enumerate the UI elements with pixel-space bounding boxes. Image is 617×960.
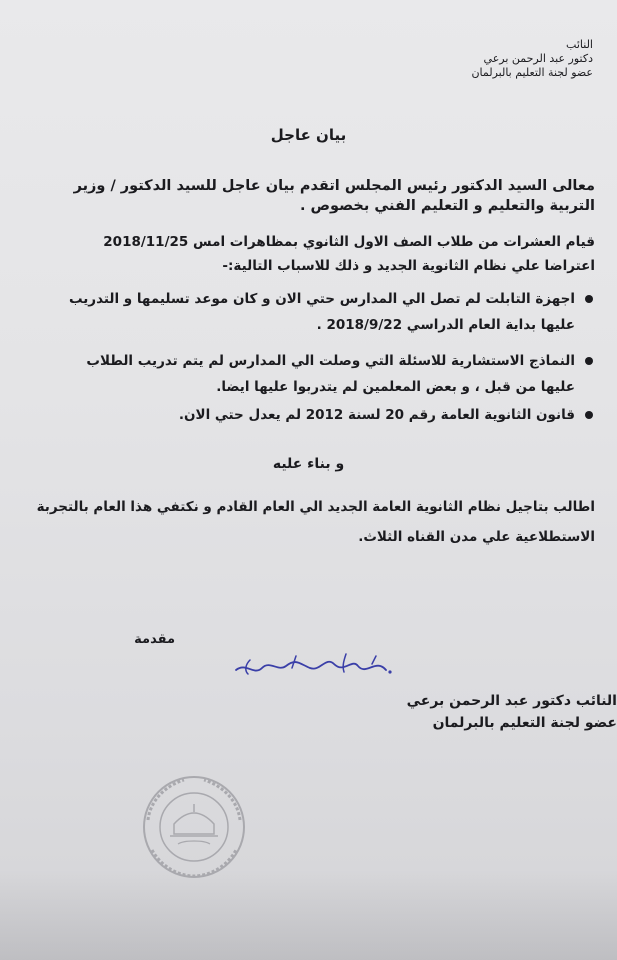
submitted-by-label: مقدمة [134, 632, 175, 647]
document-title: بيان عاجل [270, 126, 347, 144]
paragraph-line: قيام العشرات من طلاب الصف الاول الثانوي بمظاهرات امس 2018/11/25 [103, 234, 595, 250]
signature-name: النائب دكتور عبد الرحمن برعي [406, 693, 617, 709]
conclusion-heading: و بناء عليه [272, 456, 345, 472]
signature-committee: عضو لجنة التعليم بالبرلمان [432, 715, 617, 731]
list-item-line: النماذج الاستشارية للاسئلة التي وصلت الي المدارس لم يتم تدريب الطلاب [86, 353, 575, 369]
context-paragraph [21, 230, 595, 278]
header-title: النائب [566, 38, 593, 51]
header-block [471, 38, 593, 80]
opening-paragraph [21, 176, 595, 216]
page-shadow [0, 870, 617, 960]
handwritten-signature [226, 650, 396, 680]
paragraph-line: اعتراضا علي نظام الثانوية الجديد و ذلك للاسباب التالية:- [222, 258, 595, 274]
list-item-line: قانون الثانوية العامة رقم 20 لسنة 2012 لم يعدل حتي الان. [178, 407, 575, 423]
header-committee: عضو لجنة التعليم بالبرلمان [471, 66, 593, 79]
header-name: دكتور عبد الرحمن برعي [483, 52, 593, 65]
list-item-line: عليها بداية العام الدراسي 2018/9/22 . [316, 317, 575, 333]
list-item [17, 402, 597, 428]
bullet-icon [585, 411, 593, 419]
official-stamp [134, 772, 254, 882]
demand-paragraph [21, 492, 595, 552]
signature-block [237, 690, 617, 734]
paragraph-line: الاستطلاعية علي مدن القناه الثلاث. [358, 529, 595, 545]
reasons-list [17, 286, 597, 438]
bullet-icon [585, 295, 593, 303]
list-item-line: اجهزة التابلت لم تصل الي المدارس حتي الان و كان موعد تسليمها و التدريب [68, 291, 575, 307]
paragraph-line: التربية والتعليم و التعليم الفني بخصوص . [299, 198, 595, 214]
paragraph-line: معالى السيد الدكتور رئيس المجلس اتقدم بيان عاجل للسيد الدكتور / وزير [73, 178, 595, 194]
list-item-line: عليها من قبل ، و بعض المعلمين لم يتدربوا عليها ايضا. [216, 379, 575, 395]
bullet-icon [585, 357, 593, 365]
list-item [17, 286, 597, 338]
list-item [17, 348, 597, 400]
paragraph-line: اطالب بتاجيل نظام الثانوية العامة الجديد الي العام القادم و نكتفي هذا العام بالتجربة [36, 499, 595, 515]
